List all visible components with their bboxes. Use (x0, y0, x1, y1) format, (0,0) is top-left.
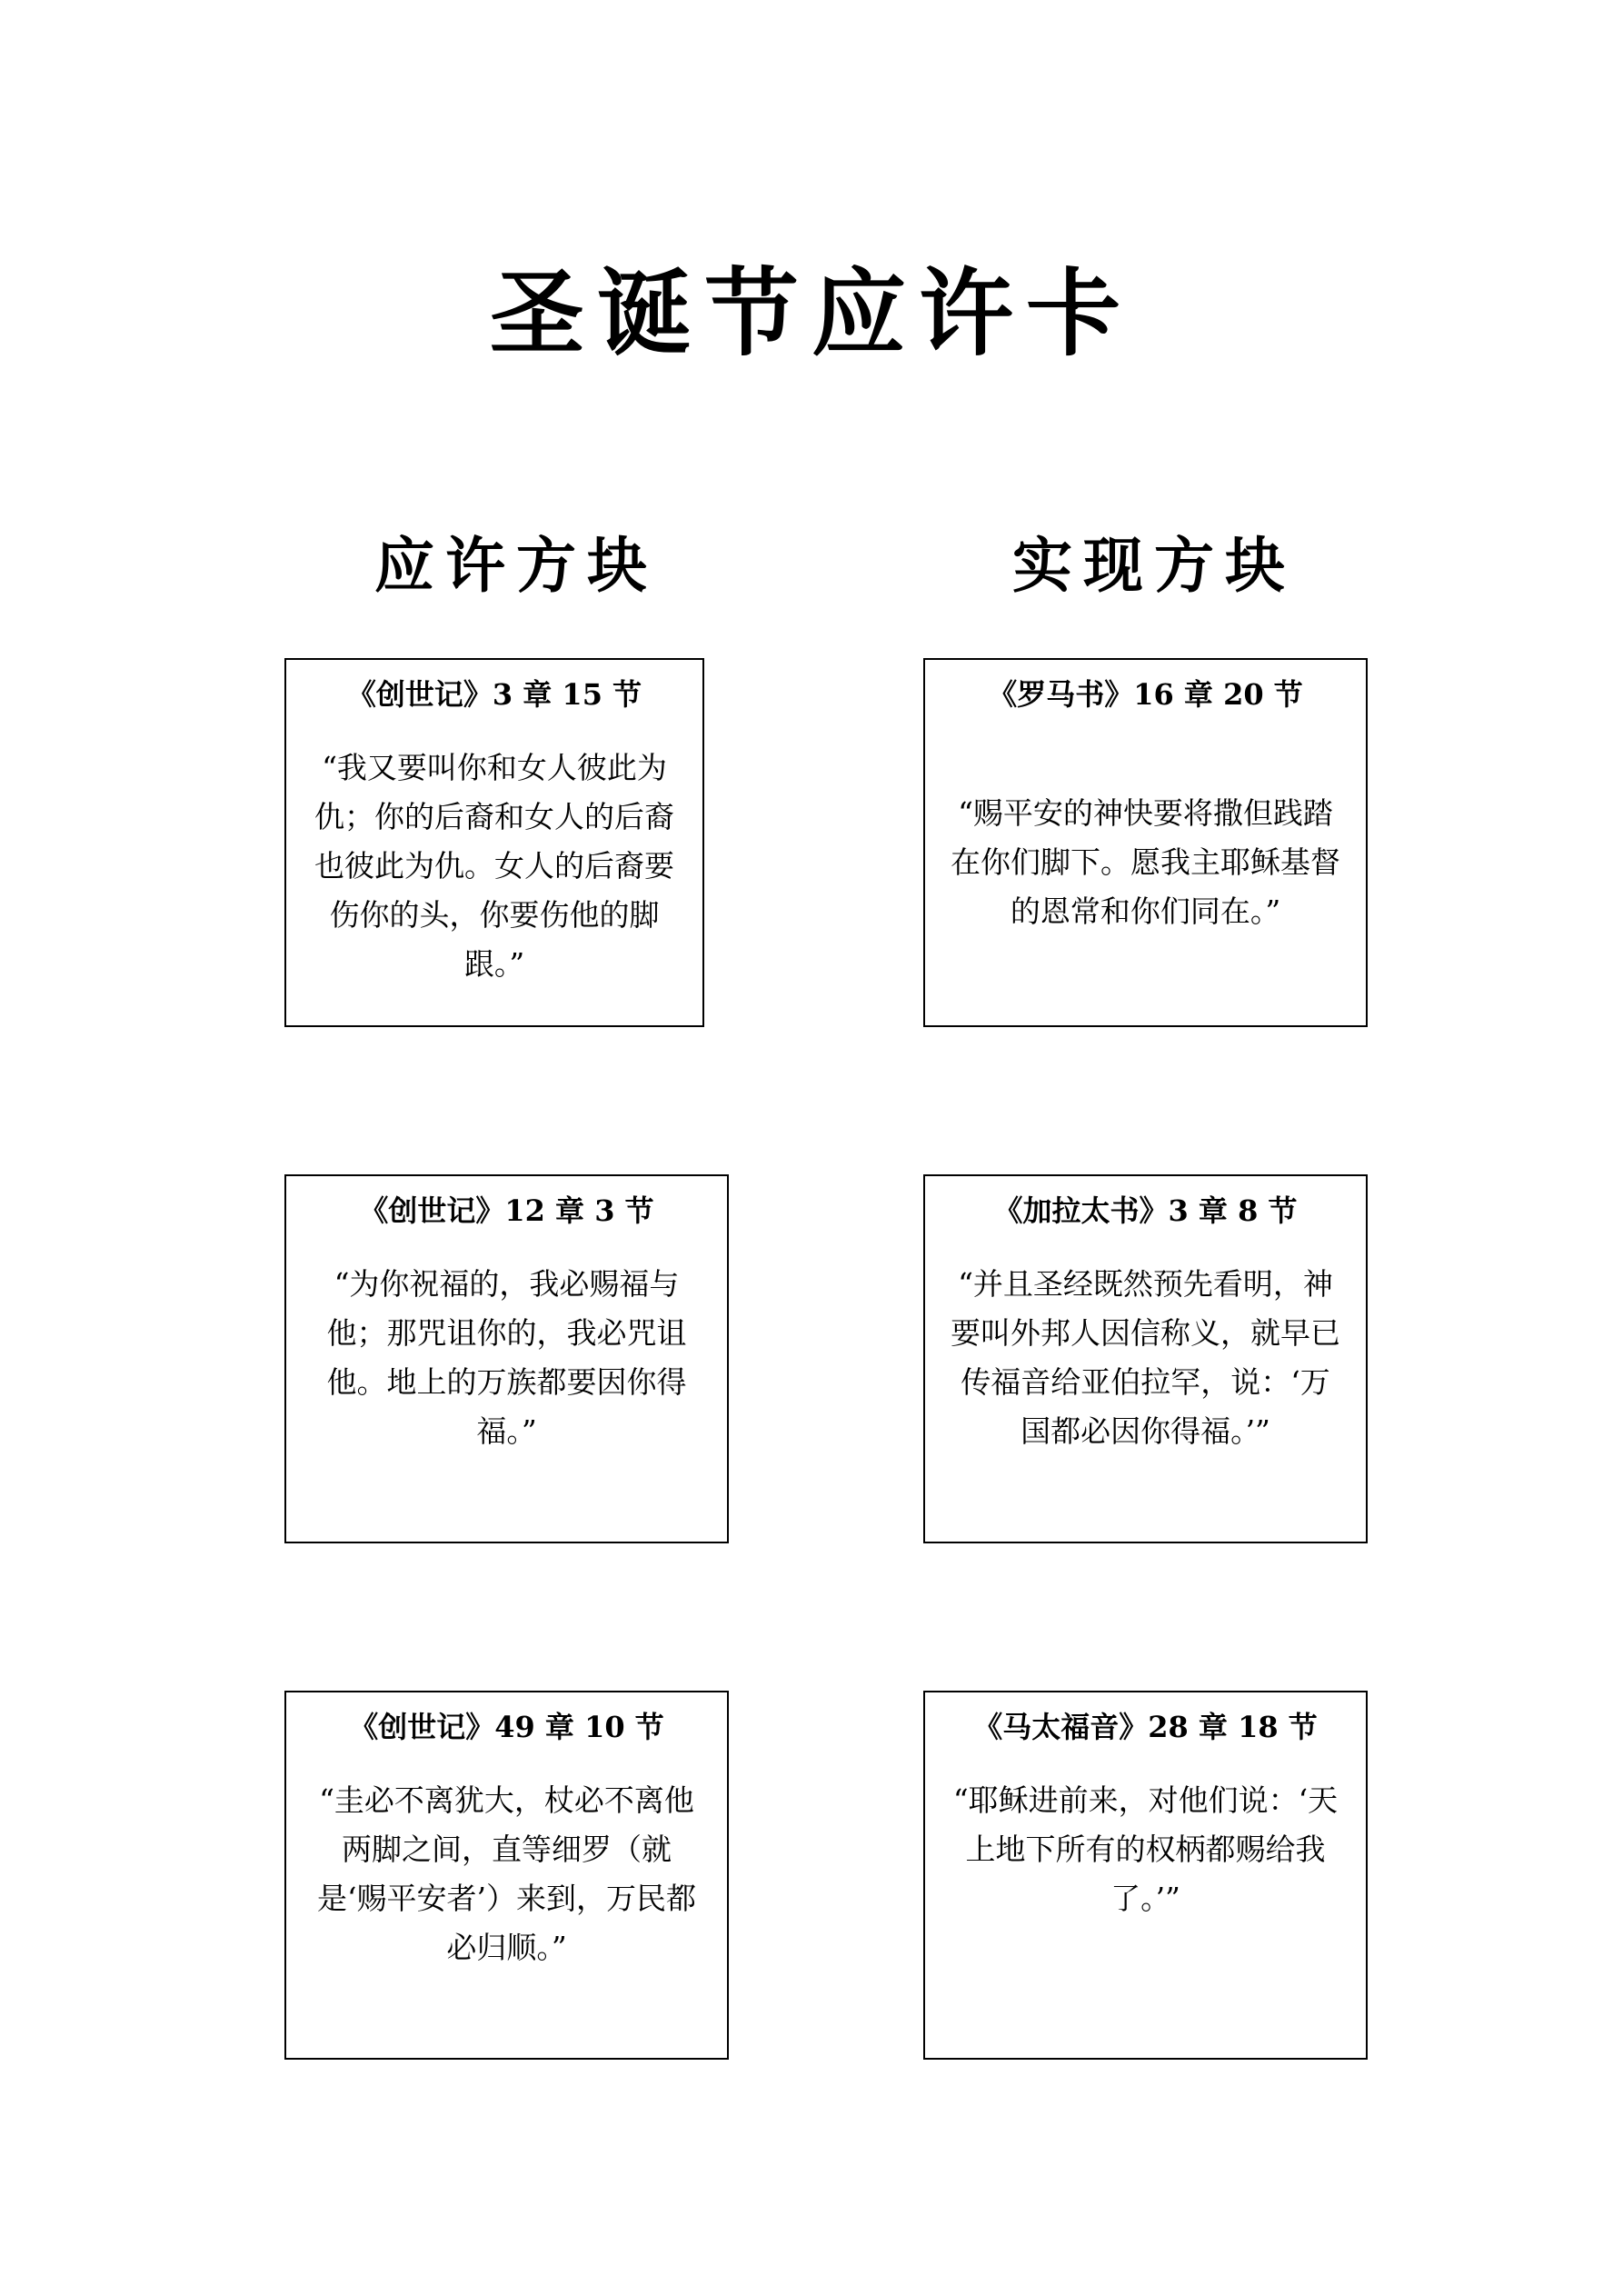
card-reference: 《创世记》49 章 10 节 (349, 1710, 664, 1744)
card-reference: 《创世记》12 章 3 节 (359, 1193, 654, 1228)
card-reference: 《创世记》3 章 15 节 (346, 677, 642, 712)
fulfillment-column-heading: 实现方块 (1012, 530, 1296, 601)
fulfillment-card-galatians-3-8 (923, 1174, 1368, 1543)
card-reference: 《罗马书》16 章 20 节 (988, 677, 1303, 712)
promise-column-heading: 应许方块 (374, 530, 658, 601)
card-verse-text: “为你祝福的，我必赐福与他；那咒诅你的，我必咒诅他。地上的万族都要因你得福。” (326, 1266, 687, 1449)
fulfillment-card-matthew-28-18 (923, 1691, 1368, 2060)
card-reference: 《加拉太书》3 章 8 节 (993, 1193, 1298, 1228)
promise-card-genesis-49-10 (284, 1691, 729, 2060)
fulfillment-card-romans-16-20 (923, 658, 1368, 1027)
card-reference: 《马太福音》28 章 18 节 (973, 1710, 1318, 1744)
card-verse-text: “赐平安的神快要将撒但践踏在你们脚下。愿我主耶稣基督的恩常和你们同在。” (951, 795, 1340, 929)
card-verse-text: “我又要叫你和女人彼此为仇；你的后裔和女人的后裔也彼此为仇。女人的后裔要伤你的头，你要伤他的脚跟。” (314, 750, 674, 982)
page-title: 圣诞节应许卡 (489, 257, 1133, 369)
card-verse-text: “并且圣经既然预先看明，神要叫外邦人因信称义，就早已传福音给亚伯拉罕，说：‘万国都必因你得福。’” (951, 1266, 1340, 1449)
promise-card-genesis-3-15 (284, 658, 704, 1027)
promise-card-genesis-12-3 (284, 1174, 729, 1543)
card-verse-text: “圭必不离犹大，杖必不离他两脚之间，直等细罗（就是‘赐平安者’）来到，万民都必归顺。” (317, 1782, 696, 1965)
card-verse-text: “耶稣进前来，对他们说：‘天上地下所有的权柄都赐给我了。’” (952, 1782, 1339, 1916)
